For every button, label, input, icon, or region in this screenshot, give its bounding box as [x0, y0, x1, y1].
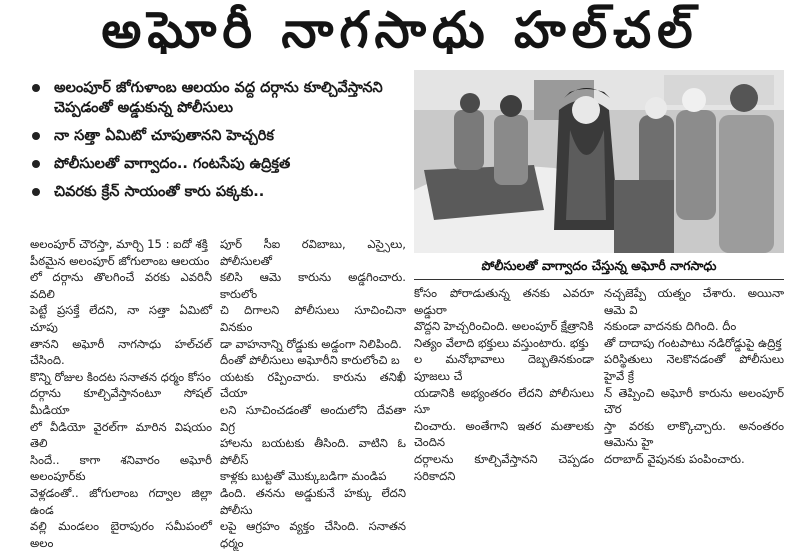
column-line: పెట్టే ప్రసక్తే లేదని, నా సత్తా ఏమిటో చూపు: [30, 303, 212, 334]
bullet-text: నా సత్తా ఏమిటో చూపుతానని హెచ్చరిక: [54, 128, 274, 144]
bullet-dot-icon: [32, 132, 40, 140]
bullet-dot-icon: [32, 84, 40, 92]
column-line: లో వీడియో వైరల్‌గా మారిన విషయం తెలి: [30, 419, 212, 451]
column-line: వొద్దని హెచ్చరించింది. అలంపూర్ క్షేత్రానికి: [414, 319, 594, 334]
column-line: యటకు రప్పించారు. కారును తనిఖీ చేయా: [220, 369, 406, 401]
headline: అఘోరీ నాగసాధు హల్‌చల్: [101, 0, 699, 59]
bullet-dot-icon: [32, 160, 40, 168]
news-photo: [414, 70, 784, 253]
column-line: తో దాదాపు గంటపాటు నడిరోడ్డుపై ఉద్రిక్త: [604, 335, 782, 350]
column-line: పీఠమైన అలంపూర్ జోగులాంబ ఆలయం: [30, 253, 210, 268]
bullet-item: [30, 126, 410, 146]
column-line: న్ తెప్పించి అఘోరీ కారును అలంపూర్ చౌర: [604, 385, 784, 417]
column-line: కలిసి ఆమె కారును అడ్డగించారు. కారులోం: [220, 270, 406, 301]
column-line: దర్గాను కూల్చివేస్తానంటూ సోషల్ మీడియా: [30, 386, 212, 417]
news-photo-illustration: [414, 70, 784, 253]
column-line: కొన్ని రోజుల కిందట సనాతన ధర్మం కోసం: [30, 369, 211, 384]
column-line: కాళ్లకు బుట్టతో మొక్కుబడిగా మండిప: [220, 469, 387, 484]
column-line: చించారు. అంతేగాని ఇతర మతాలకు చెందిన: [414, 418, 594, 450]
column-line: దర్గాలను కూల్చివేస్తానని చెప్పడం సరికాదని: [414, 451, 594, 483]
column-line: పూర్ సీఐ రవిబాబు, ఎస్సైలు, పోలీసులతో: [220, 237, 406, 268]
bullet-text: చివరకు క్రేన్ సాయంతో కారు పక్కకు..: [54, 184, 265, 200]
column-line: చి దిగాలని పోలీసులు సూచించినా వినకుం: [220, 303, 406, 334]
column-line: దీంతో పోలీసులు అఘోరీని కారులోంచి బ: [220, 353, 400, 368]
column-line: ల మనోభావాలు దెబ్బతినకుండా పూజలు చే: [414, 352, 594, 383]
column-line: దరాబాద్ వైపునకు పంపించారు.: [604, 451, 745, 466]
bullet-text: అలంపూర్ జోగుళాంబ ఆలయం వద్ద దర్గాను కూల్చివేస్తానని చెప్పడంతో అడ్డుకున్న పోలీసులు: [54, 80, 383, 116]
bullet-item: [30, 154, 410, 174]
article-column-4: [604, 285, 784, 468]
column-line: వల్లి మండలం బైరాపురం సమీపంలో అలం: [30, 519, 212, 550]
column-line: లపై ఆగ్రహం వ్యక్తం చేసింది. సనాతన ధర్మం: [220, 519, 406, 550]
column-line: యడానికి అభ్యంతరం లేదని పోలీసులు సూ: [414, 385, 594, 417]
column-line: డింది. తనను అడ్డుకునే హక్కు లేదని పోలీసు: [220, 485, 406, 517]
column-line: నకుండా వాదనకు దిగింది. దీం: [604, 319, 737, 334]
column-line: హాలను బయటకు తీసింది. వాటిని ఓ పోలీస్: [220, 436, 406, 467]
bullet-list: [30, 78, 410, 210]
column-line: స్తా వరకు లాక్కొచ్చారు. అనంతరం ఆమెను హై: [604, 418, 784, 450]
column-line: లని సూచించడంతో అందులోని దేవతా విగ్ర: [220, 402, 406, 434]
article-column-1: [30, 236, 212, 551]
column-line: డా వాహనాన్ని రోడ్డుకు అడ్డంగా నిలిపింది.: [220, 336, 402, 351]
article-column-2: [220, 236, 406, 551]
column-line: అలంపూర్ చౌరస్తా, మార్చి 15 : ఐదో శక్తి: [30, 237, 208, 251]
photo-caption: పోలీసులతో వాగ్వాదం చేస్తున్న అఘోరీ నాగసాధు: [481, 257, 717, 273]
column-line: పరిస్థితులు నెలకొనడంతో పోలీసులు హైవే క్రే: [604, 352, 784, 383]
column-line: వెళ్లడంతో.. జోగులాంబ గద్వాల జిల్లా ఉండ: [30, 485, 212, 517]
column-line: నచ్చజెప్పే యత్నం చేశారు. అయినా ఆమె వి: [604, 286, 784, 317]
bullet-text: పోలీసులతో వాగ్వాదం.. గంటసేపు ఉద్రిక్తత: [54, 156, 291, 172]
bullet-dot-icon: [32, 188, 40, 196]
column-line: నిత్యం వేలాది భక్తులు వస్తుంటారు. భక్తు: [414, 335, 589, 350]
article-column-3: [414, 285, 594, 484]
column-line: సిందే.. కాగా శనివారం అఘోరీ అలంపూర్‌కు: [30, 452, 212, 484]
caption-divider: [414, 279, 784, 280]
bullet-item: [30, 78, 410, 118]
column-line: కోసం పోరాడుతున్న తనకు ఎవరూ అడ్డురా: [414, 286, 594, 317]
bullet-item: [30, 182, 410, 202]
column-line: లో దర్గాను తొలగించే వరకు ఎవరినీ వదిలి: [30, 270, 212, 301]
column-line: తానని అఘోరీ నాగసాధు హల్‌చల్ చేసింది.: [30, 336, 212, 368]
